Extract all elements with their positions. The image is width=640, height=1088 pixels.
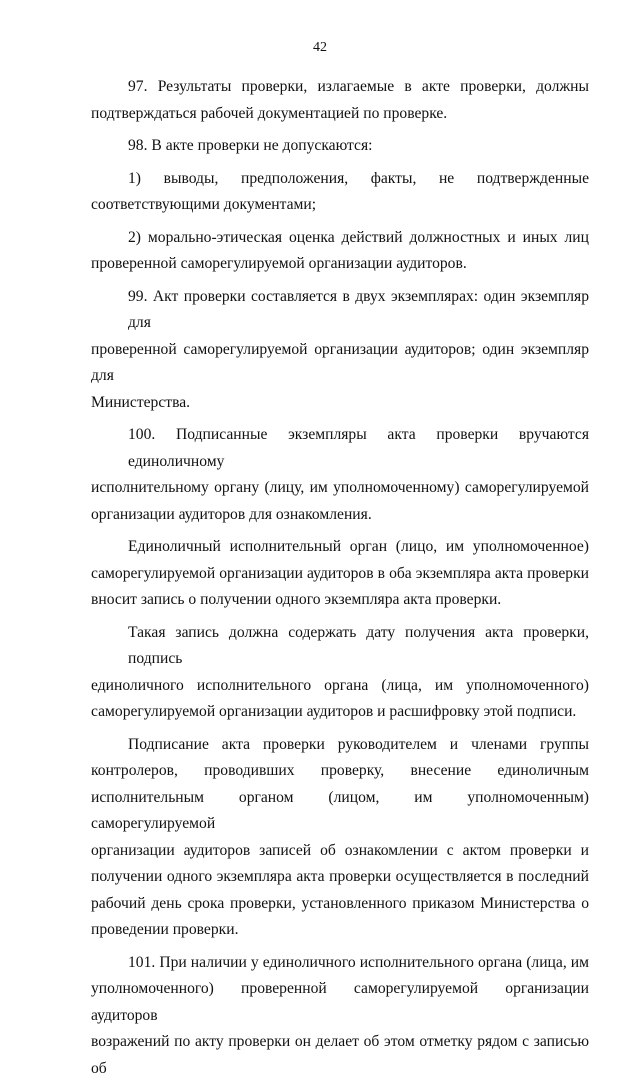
text-line: рабочий день срока проверки, установленного приказом Министерства о bbox=[91, 894, 589, 912]
text-line: возражений по акту проверки он делает об этом отметку рядом с записью об bbox=[91, 1033, 589, 1077]
text-line: проверенной саморегулируемой организации аудиторов. bbox=[91, 255, 467, 272]
paragraph bbox=[91, 732, 589, 944]
text-line: контролеров, проводивших проверку, внесение единоличным bbox=[91, 762, 589, 779]
text-line: исполнительному органу (лицу, им уполномоченному) саморегулируемой bbox=[91, 479, 589, 496]
text-line: саморегулируемой организации аудиторов и расшифровку этой подписи. bbox=[91, 703, 577, 720]
paragraph bbox=[91, 422, 589, 528]
text-line: саморегулируемой организации аудиторов в оба экземпляра акта проверки bbox=[91, 564, 589, 582]
paragraph bbox=[91, 284, 589, 417]
text-line: Единоличный исполнительный орган (лицо, им уполномоченное) bbox=[128, 538, 589, 555]
text-line: вносит запись о получении одного экземпляра акта проверки. bbox=[91, 591, 502, 608]
document-body bbox=[91, 74, 589, 1088]
text-line: организации аудиторов для ознакомления. bbox=[91, 505, 372, 523]
text-line: 98. В акте проверки не допускаются: bbox=[128, 137, 373, 154]
text-line: исполнительным органом (лицом, им уполномоченным) саморегулируемой bbox=[91, 788, 589, 832]
text-line: соответствующими документами; bbox=[91, 196, 317, 213]
paragraph bbox=[91, 534, 589, 614]
paragraph bbox=[91, 950, 589, 1083]
text-line: Такая запись должна содержать дату получения акта проверки, подпись bbox=[128, 623, 589, 667]
paragraph bbox=[91, 620, 589, 726]
paragraph bbox=[91, 133, 589, 160]
text-line: Министерства. bbox=[91, 393, 191, 411]
text-line: уполномоченного) проверенной саморегулируемой организации аудиторов bbox=[91, 980, 589, 1024]
text-line: проверенной саморегулируемой организации аудиторов; один экземпляр для bbox=[91, 340, 589, 384]
text-line: 101. При наличии у единоличного исполнительного органа (лица, им bbox=[128, 953, 589, 971]
paragraph bbox=[91, 166, 589, 219]
text-line: 2) морально-этическая оценка действий должностных и иных лиц bbox=[128, 228, 589, 246]
text-line: 100. Подписанные экземпляры акта проверки вручаются единоличному bbox=[128, 426, 589, 470]
text-line: проведении проверки. bbox=[91, 921, 239, 938]
text-line: единоличного исполнительного органа (лица, им уполномоченного) bbox=[91, 676, 589, 694]
text-line: подтверждаться рабочей документацией по проверке. bbox=[91, 104, 448, 122]
text-line: 1) выводы, предположения, факты, не подтвержденные bbox=[128, 169, 589, 187]
text-line: 99. Акт проверки составляется в двух экземплярах: один экземпляр для bbox=[128, 287, 589, 331]
paragraph bbox=[91, 74, 589, 127]
text-line: Подписание акта проверки руководителем и членами группы bbox=[128, 735, 589, 753]
text-line: 97. Результаты проверки, излагаемые в акте проверки, должны bbox=[128, 78, 589, 95]
paragraph bbox=[91, 225, 589, 278]
text-line: организации аудиторов записей об ознакомлении с актом проверки и bbox=[91, 841, 589, 859]
text-line: получении одного экземпляра акта проверки осуществляется в последний bbox=[91, 868, 589, 885]
page-number: 42 bbox=[313, 40, 327, 55]
